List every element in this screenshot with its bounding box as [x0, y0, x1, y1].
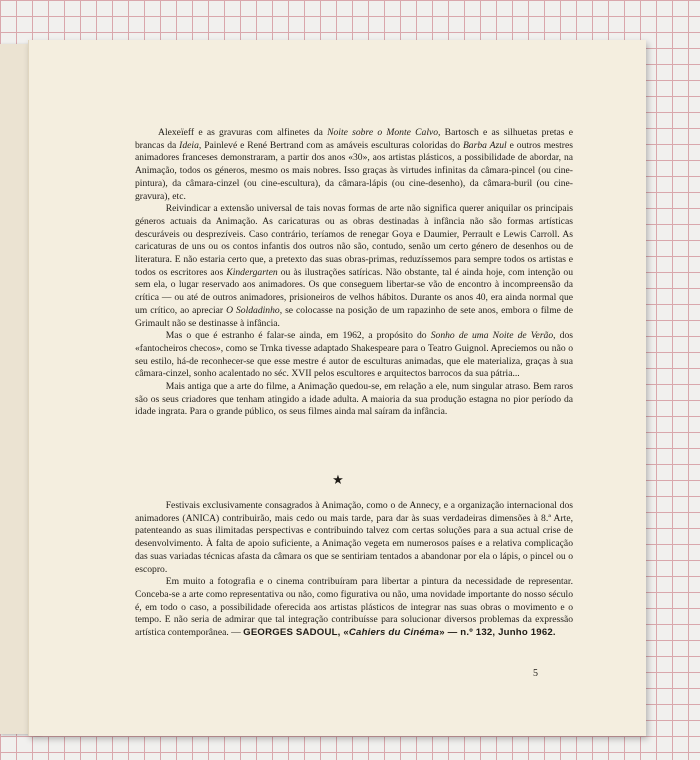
- text-span: Alexeïeff e as gravuras com alfinetes da: [158, 127, 328, 138]
- signature-author: GEORGES SADOUL, «: [243, 627, 349, 639]
- paragraph-fotografia: [135, 576, 573, 640]
- text-span: , Painlevé e René Bertrand com as amáveis esculturas coloridas do: [198, 139, 463, 151]
- paragraph-alexeieff: [135, 127, 573, 203]
- signature-publication: Cahiers du Cinéma: [348, 627, 440, 639]
- article-section-2: [135, 500, 573, 640]
- text-span: Em muito a fotografia e o cinema contribuíram para libertar a pintura da necessidade de representar. Conceba-se a arte como representativa ou não, como figurativa ou não, uma novidade importante do nosso século é, em todo o caso, a possibilidade oferecida aos artistas plásticos de integrar nas suas obras o movimento e o tempo. E não seria de admirar que tal integração contribuísse para solucionar diversos problemas da expressão artística contemporânea. —: [135, 576, 573, 639]
- text-span: Reivindicar a extensão universal de tais novas formas de arte não significa querer aniquilar os principais géneros actuais da Animação. As caricaturas ou as obras destinadas à infância não são formas artísticas descuráveis ou desprezíveis. Caso contrário, teríamos de renegar Goya e Daumier, Perrault e Lewis Carroll. As caricaturas de uns ou os contos infantis dos outros não são, contudo, senão um certo género de desenhos ou de literatura. E não estaria certo que, a pretexto das suas obras-primas, reduzíssemos para sempre todos os artistas e todos os escritores aos: [135, 203, 573, 278]
- paragraph-atraso: Mais antiga que a arte do filme, a Animação quedou-se, em relação a ele, num singular atraso. Bem raros são os seus criadores que tenham atingido a idade adulta. A maioria da sua produção estagna no pior período da idade ingrata. Para o grande público, os seus filmes ainda mal saíram da infância.: [135, 381, 573, 418]
- star-separator: ★: [332, 472, 344, 487]
- text-span: Mas o que é estranho é falar-se ainda, em 1962, a propósito do: [165, 330, 431, 342]
- film-title: Ideia: [179, 139, 199, 151]
- film-title: Barba Azul: [462, 139, 507, 151]
- text-span: ou às ilustrações satíricas. Não obstante, tal é ainda hoje, com intenção ou sem ela, o lugar reservado aos animadores. Os que conseguem libertar-se vão de encontro à incompreensão da crítica — ou até de outros animadores, prisioneiros de velhos hábitos. Durante os anos 40, era ainda normal que um crítico, ao apreciar: [135, 266, 574, 316]
- film-title: Noite sobre o Monte Calvo: [327, 127, 439, 138]
- paragraph-festivais: Festivais exclusivamente consagrados à Animação, como o de Annecy, e a organização internacional dos animadores (ANICA) contribuirão, mais cedo ou mais tarde, para dar às suas verdadeiras dimensões à 8.ª Arte, patenteando as suas ilimitadas perspectivas e contribuindo talvez com certas soluções para a sua actual crise de desenvolvimento. À falta de apoio suficiente, a Animação vegeta em numerosos países e a relativa complicação das suas variadas técnicas afasta da câmara os que se sentiriam tentados a abandonar por ela o lápis, o pincel ou o escopro.: [135, 500, 573, 575]
- film-title: Sonho de uma Noite de Verão: [430, 330, 554, 342]
- signature-issue: » — n.º 132, Junho 1962.: [439, 627, 556, 639]
- italic-term: Kindergarten: [226, 266, 278, 278]
- article-section-1: [135, 127, 573, 419]
- text-span: , dos «fantocheiros checos», como se Trnka tivesse adaptado Shakespeare para o Teatro Guignol. Apreciemos ou não o seu estilo, há-de reconhecer-se que esse mestre é autor de esculturas animadas, que ele materializa, graças à sua câmara-cinzel, sonho acalentado no séc. XVII pelos escultores e arquitectos barrocos da sua pátria...: [135, 330, 574, 380]
- page-number: 5: [533, 668, 538, 679]
- paragraph-trnka: [135, 330, 573, 381]
- text-span: , Bartosch e as silhuetas pretas e brancas da: [135, 127, 573, 151]
- author-signature: [243, 627, 556, 638]
- text-span: e outros mestres animadores franceses demonstraram, a partir dos anos «30», aos artistas plásticos, a possibilidade de abordar, na Animação, todos os géneros, mesmo os mais nobres. Isso graças às virtudes infinitas da câmara-pincel (ou cine-pintura), da câmara-cinzel (ou cine-escultura), da câmara-lápis (ou cine-desenho), da câmara-buril (ou cine-gravura), etc.: [135, 139, 573, 202]
- text-span: , se colocasse na posição de um rapazinho de sete anos, embora o filme de Grimault não se destinasse à infância.: [135, 304, 573, 329]
- film-title: O Soldadinho: [226, 304, 280, 316]
- paragraph-reivindicar: [135, 203, 573, 330]
- document-page: [28, 40, 646, 736]
